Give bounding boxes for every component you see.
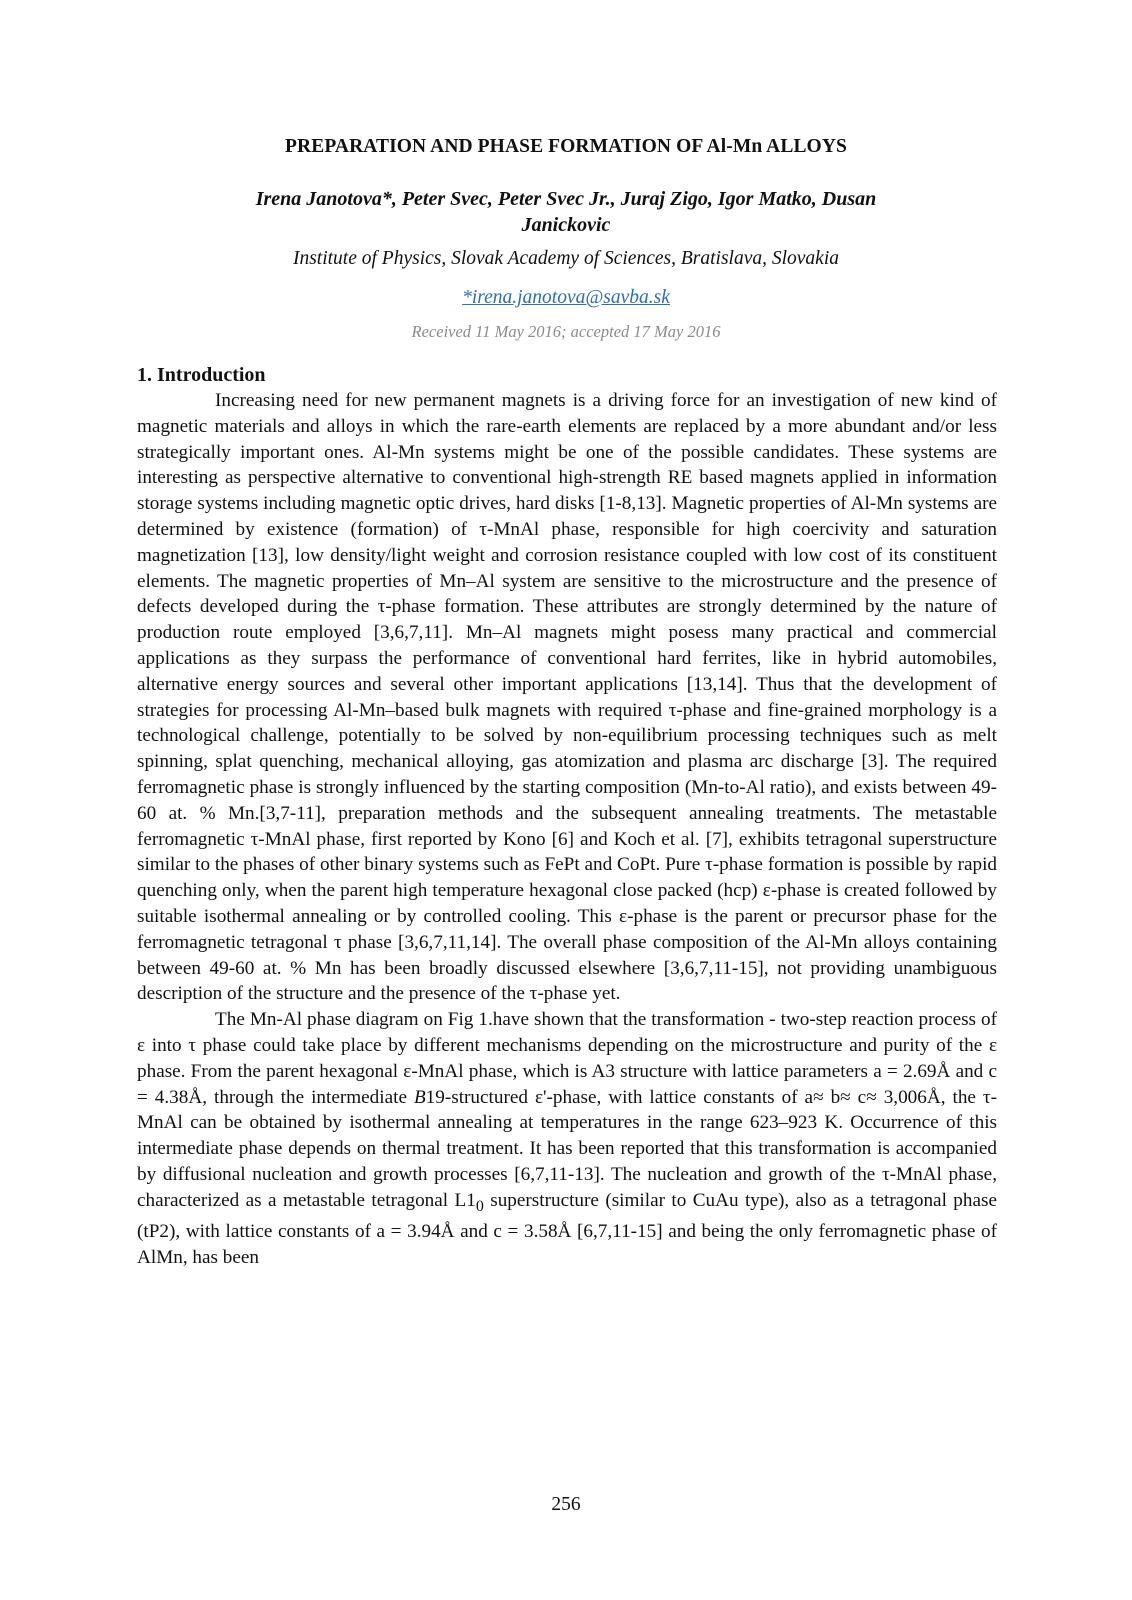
email-line (0, 287, 1132, 309)
author-list: Irena Janotova*, Peter Svec, Peter Svec Jr., Juraj Zigo, Igor Matko, Dusan Janickovic (255, 188, 877, 236)
paragraph-2-text-a: The Mn-Al phase diagram on Fig 1.have shown that the transformation - two-step reaction process of ε into τ phase could take place by different mechanisms depending on the microstructure and purity of the ε phase. From the parent hexagonal ε-MnAl phase, which is A3 structure with lattice parameters a = 2.69Å and c = 4.38Å, through the intermediate (137, 1009, 997, 1108)
paragraph-2-text-b: 19-structured ε'-phase, with lattice constants of a≈ b≈ c≈ 3,006Å, the τ-MnAl can be obtained by isothermal annealing at temperatures in the range 623–923 K. Occurrence of this intermediate phase depends on thermal treatment. It has been reported that this transformation is accompanied by diffusional nucleation and growth processes [6,7,11-13]. The nucleation and growth of the τ-MnAl phase, characterized as a metastable tetragonal L1 (137, 1086, 997, 1211)
body-text (137, 388, 997, 1271)
page-number: 256 (551, 1494, 581, 1515)
paper-title: PREPARATION AND PHASE FORMATION OF Al-Mn ALLOYS (285, 136, 847, 157)
paragraph-2 (137, 1007, 997, 1271)
section-heading: 1. Introduction (137, 364, 266, 386)
structure-symbol-b: B (413, 1086, 426, 1108)
l1-subscript: 0 (475, 1197, 484, 1215)
email-link[interactable]: *irena.janotova@savba.sk (462, 287, 670, 308)
received-date: Received 11 May 2016; accepted 17 May 2016 (411, 322, 721, 341)
paragraph-2-text-c: superstructure (similar to CuAu type), also as a tetragonal phase (tP2), with lattice constants of a = 3.94Å and c = 3.58Å [6,7,11-15] and being the only ferromagnetic phase of AlMn, has been (137, 1189, 997, 1269)
affiliation: Institute of Physics, Slovak Academy of Sciences, Bratislava, Slovakia (292, 248, 840, 269)
paragraph-1: Increasing need for new permanent magnets is a driving force for an investigation of new kind of magnetic materials and alloys in which the rare-earth elements are replaced by a more abundant and/or less strategically important ones. Al-Mn systems might be one of the possible candidates. These systems are interesting as perspective alternative to conventional high-strength RE based magnets applied in information storage systems including magnetic optic drives, hard disks [1-8,13]. Magnetic properties of Al-Mn systems are determined by existence (formation) of τ-MnAl phase, responsible for high coercivity and saturation magnetization [13], low density/light weight and corrosion resistance coupled with low cost of its constituent elements. The magnetic properties of Mn–Al system are sensitive to the microstructure and the presence of defects developed during the τ-phase formation. These attributes are strongly determined by the nature of production route employed [3,6,7,11]. Mn–Al magnets might posess many practical and commercial applications as they surpass the performance of conventional hard ferrites, like in hybrid automobiles, alternative energy sources and several other important applications [13,14]. Thus that the development of strategies for processing Al-Mn–based bulk magnets with required τ-phase and fine-grained morphology is a technological challenge, potentially to be solved by non-equilibrium processing techniques such as melt spinning, splat quenching, mechanical alloying, gas atomization and plasma arc discharge [3]. The required ferromagnetic phase is strongly influenced by the starting composition (Mn-to-Al ratio), and exists between 49-60 at. % Mn.[3,7-11], preparation methods and the subsequent annealing treatments. The metastable ferromagnetic τ-MnAl phase, first reported by Kono [6] and Koch et al. [7], exhibits tetragonal superstructure similar to the phases of other binary systems such as FePt and CoPt. Pure τ-phase formation is possible by rapid quenching only, when the parent high temperature hexagonal close packed (hcp) ε-phase is created followed by suitable isothermal annealing or by controlled cooling. This ε-phase is the parent or precursor phase for the ferromagnetic tetragonal τ phase [3,6,7,11,14]. The overall phase composition of the Al-Mn alloys containing between 49-60 at. % Mn has been broadly discussed elsewhere [3,6,7,11-15], not providing unambiguous description of the structure and the presence of the τ-phase yet. (137, 390, 997, 1005)
